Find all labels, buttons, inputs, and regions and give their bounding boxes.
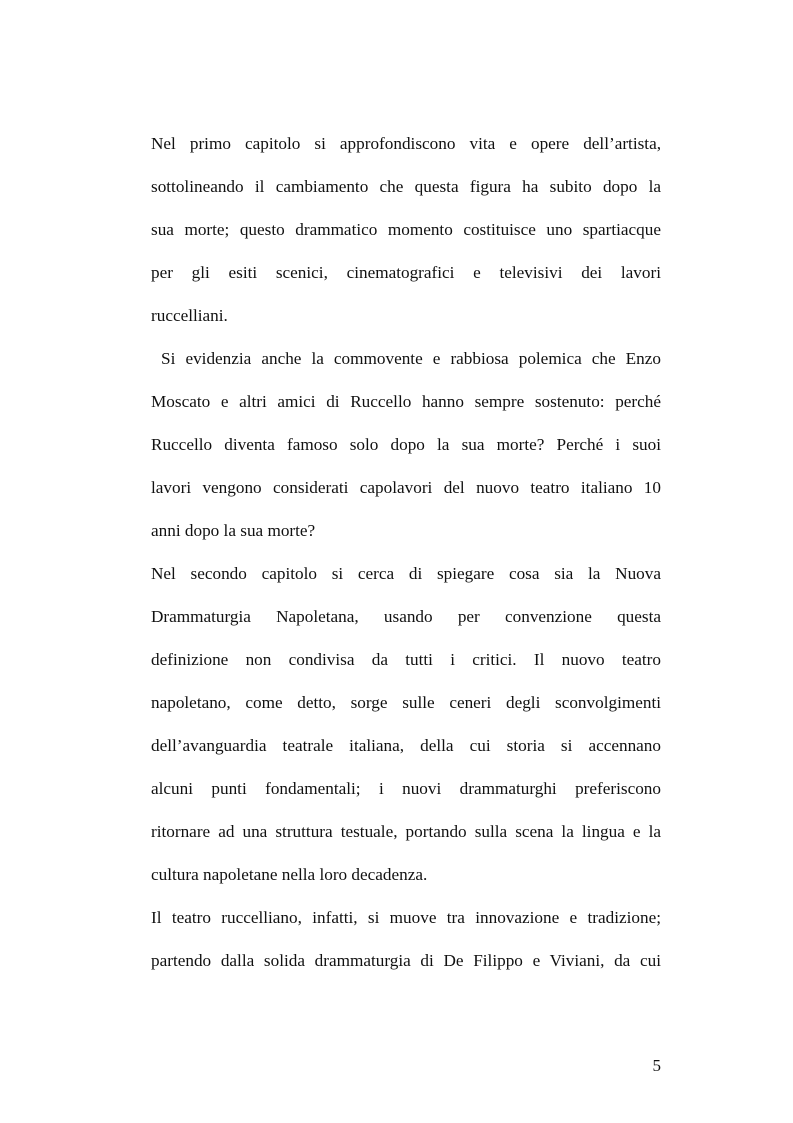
text-line: ritornare ad una struttura testuale, portando sulla scena la lingua e la [151,822,661,841]
text-line: napoletano, come detto, sorge sulle ceneri degli sconvolgimenti [151,693,661,712]
text-line: Il teatro ruccelliano, infatti, si muove tra innovazione e tradizione; [151,908,661,927]
text-line: ruccelliani. [151,306,228,325]
text-line: sua morte; questo drammatico momento costituisce uno spartiacque [151,220,661,239]
text-line: partendo dalla solida drammaturgia di De Filippo e Viviani, da cui [151,951,661,970]
text-line: Ruccello diventa famoso solo dopo la sua morte? Perché i suoi [151,435,661,454]
text-line: definizione non condivisa da tutti i critici. Il nuovo teatro [151,650,661,669]
text-line: Moscato e altri amici di Ruccello hanno sempre sostenuto: perché [151,392,661,411]
text-line: anni dopo la sua morte? [151,521,316,540]
text-line: Nel primo capitolo si approfondiscono vita e opere dell’artista, [151,134,661,153]
text-line: Si evidenzia anche la commovente e rabbiosa polemica che Enzo [151,349,661,368]
text-line: cultura napoletane nella loro decadenza. [151,865,428,884]
text-line: sottolineando il cambiamento che questa figura ha subito dopo la [151,177,661,196]
text-line: Drammaturgia Napoletana, usando per convenzione questa [151,607,661,626]
text-line: per gli esiti scenici, cinematografici e televisivi dei lavori [151,263,661,282]
text-line: Nel secondo capitolo si cerca di spiegare cosa sia la Nuova [151,564,661,583]
text-line: lavori vengono considerati capolavori del nuovo teatro italiano 10 [151,478,661,497]
text-line: dell’avanguardia teatrale italiana, della cui storia si accennano [151,736,661,755]
text-line: alcuni punti fondamentali; i nuovi drammaturghi preferiscono [151,779,661,798]
page-number: 5 [652,1056,661,1075]
